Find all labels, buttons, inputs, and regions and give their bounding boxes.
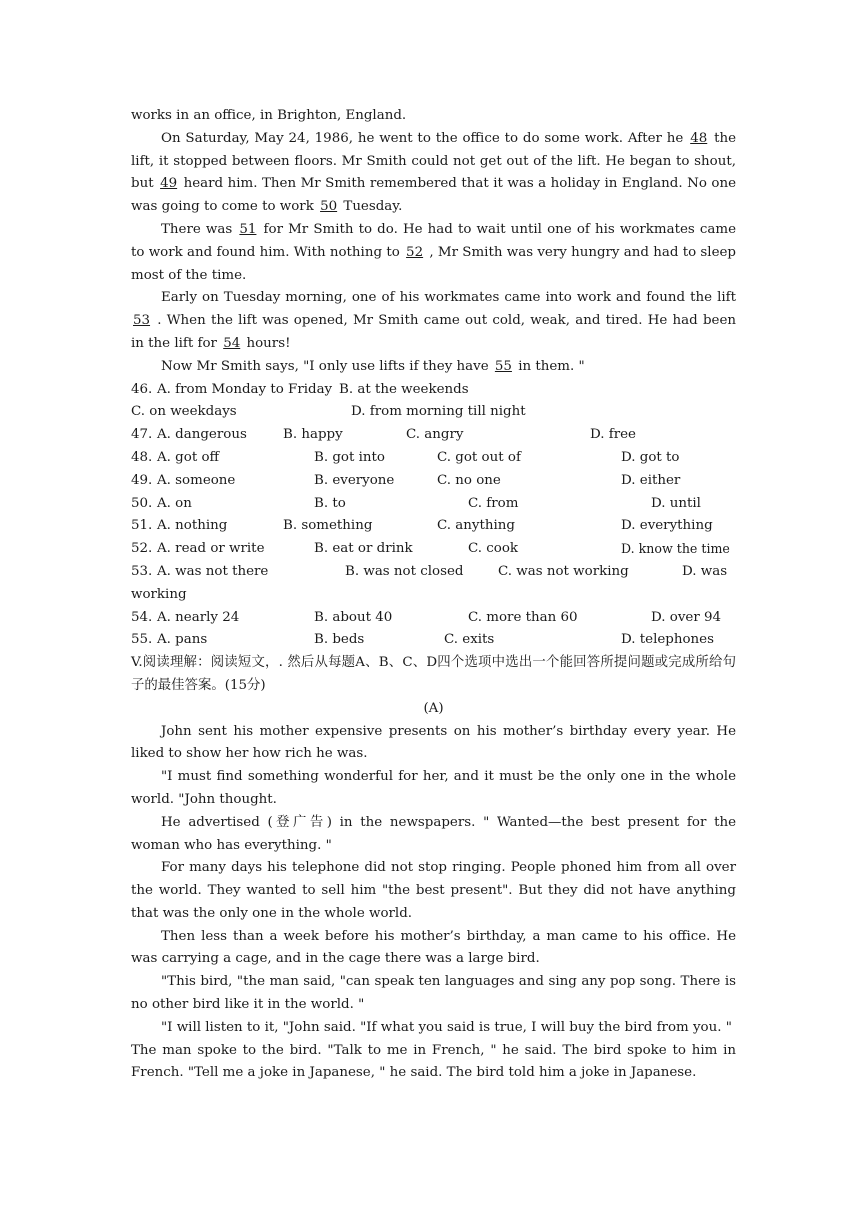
blank-53: 53 <box>133 313 151 329</box>
question-row: 52. A. read or write B. eat or drink C. cook D. know the time <box>131 538 736 561</box>
option-a: A. was not there <box>157 563 269 579</box>
story-paragraph: John sent his mother expensive presents on his mother’s birthday every year. He liked to show her how rich he was. <box>131 723 736 762</box>
question-row: 47. A. dangerous B. happy C. angry D. free <box>131 424 736 447</box>
option-b: B. happy <box>283 427 343 443</box>
question-row: 55. A. pans B. beds C. exits D. telephones <box>131 629 736 652</box>
passage-paragraph-2: There was 51 for Mr Smith to do. He had to wait until one of his workmates came to work and found him. With nothing to 52 , Mr Smith was very hungry and had to sleep most of the time. <box>131 221 736 283</box>
option-d: D. was <box>682 563 728 579</box>
option-c: C. was not working <box>498 563 629 579</box>
option-b: B. beds <box>314 632 365 648</box>
story-paragraph: For many days his telephone did not stop ringing. People phoned him from all over the world. They wanted to sell him "the best present". But they did not have anything that was the only one in the whole world. <box>131 860 736 921</box>
story-paragraph: "This bird, "the man said, "can speak ten languages and sing any pop song. There is no other bird like it in the world. " <box>131 974 736 1013</box>
question-row: 53. A. was not there B. was not closed C. was not working D. was <box>131 561 736 584</box>
option-a: A. from Monday to Friday <box>157 381 333 397</box>
option-c: C. cook <box>468 541 519 557</box>
option-c: C. on weekdays <box>131 404 237 420</box>
question-row: 50. A. on B. to C. from D. until <box>131 493 736 516</box>
option-d: D. everything <box>621 518 713 534</box>
option-a: A. nearly 24 <box>157 609 240 625</box>
blank-55: 55 <box>494 358 512 374</box>
option-d: D. free <box>590 427 636 443</box>
option-b: B. got into <box>314 449 385 465</box>
option-b: B. something <box>283 518 373 534</box>
option-c: C. exits <box>444 632 495 648</box>
option-a: A. pans <box>157 632 208 648</box>
option-c: C. no one <box>437 472 501 488</box>
passage-line: works in an office, in Brighton, England. <box>131 108 407 123</box>
blank-49: 49 <box>160 176 178 192</box>
passage-paragraph-3: Early on Tuesday morning, one of his workmates came into work and found the lift 53 . When the lift was opened, Mr Smith came out cold, weak, and tired. He had been in the lift for 54 hours! <box>131 290 736 351</box>
blank-54: 54 <box>223 335 241 351</box>
option-b: B. at the weekends <box>339 381 469 397</box>
passage-paragraph-4: Now Mr Smith says, "I only use lifts if they have 55 in them. " <box>161 358 585 374</box>
part-label: (A) <box>423 700 444 716</box>
blank-51: 51 <box>239 221 257 237</box>
option-a: A. someone <box>157 472 236 488</box>
story-paragraph: He advertised (登广告) in the newspapers. " Wanted—the best present for the woman who has everything. " <box>131 814 736 853</box>
option-c: C. anything <box>437 518 515 534</box>
document-page <box>131 105 736 1085</box>
question-row-continued: working <box>131 586 187 602</box>
option-c: C. from <box>468 495 519 511</box>
option-c: C. got out of <box>437 449 521 465</box>
question-row: 48. A. got off B. got into C. got out of D. got to <box>131 447 736 470</box>
option-d: D. telephones <box>621 632 714 648</box>
option-d: D. from morning till night <box>351 404 526 420</box>
option-b: B. to <box>314 495 346 511</box>
option-d: D. over 94 <box>651 609 722 625</box>
story-paragraph: Then less than a week before his mother’s birthday, a man came to his office. He was carrying a cage, and in the cage there was a large bird. <box>131 928 736 967</box>
option-a: A. on <box>157 495 192 511</box>
question-row <box>131 401 736 424</box>
question-row: 49. A. someone B. everyone C. no one D. either <box>131 470 736 493</box>
option-d: D. until <box>651 495 701 511</box>
option-a: A. got off <box>157 449 220 465</box>
story-paragraph: "I will listen to it, "John said. "If what you said is true, I will buy the bird from you. " <box>161 1019 732 1035</box>
option-b: B. eat or drink <box>314 541 413 557</box>
question-row: 54. A. nearly 24 B. about 40 C. more than 60 D. over 94 <box>131 607 736 630</box>
option-a: A. read or write <box>157 541 265 557</box>
option-d: D. either <box>621 472 681 488</box>
option-a: A. nothing <box>157 518 228 534</box>
option-b: B. about 40 <box>314 609 393 625</box>
option-b: B. everyone <box>314 472 395 488</box>
story-paragraph: The man spoke to the bird. "Talk to me in French, " he said. The bird spoke to him in French. "Tell me a joke in Japanese, " he said. The bird told him a joke in Japanese. <box>131 1042 736 1081</box>
section-heading: V.阅读理解：阅读短文，. 然后从每题A、B、C、D四个选项中选出一个能回答所提问题或完成所给句子的最佳答案。(15分) <box>131 655 736 693</box>
story-paragraph: "I must find something wonderful for her, and it must be the only one in the whole world. "John thought. <box>131 769 736 807</box>
question-row: 46. A. from Monday to Friday B. at the weekends <box>131 379 736 402</box>
option-d: D. know the time <box>621 541 730 557</box>
blank-50: 50 <box>320 199 338 215</box>
option-b: B. was not closed <box>345 563 464 579</box>
passage-paragraph-1: On Saturday, May 24, 1986, he went to the office to do some work. After he 48 the lift, it stopped between floors. Mr Smith could not get out of the lift. He began to shout, but 49 heard him. Then Mr Smith remembered that it was a holiday in England. No one was going to come to work 50 Tuesday. <box>131 130 736 215</box>
option-d: D. got to <box>621 449 680 465</box>
question-row: 51. A. nothing B. something C. anything D. everything <box>131 515 736 538</box>
option-c: C. angry <box>406 427 464 443</box>
option-a: A. dangerous <box>157 427 247 443</box>
blank-52: 52 <box>406 244 424 260</box>
blank-48: 48 <box>690 130 708 146</box>
option-c: C. more than 60 <box>468 609 578 625</box>
